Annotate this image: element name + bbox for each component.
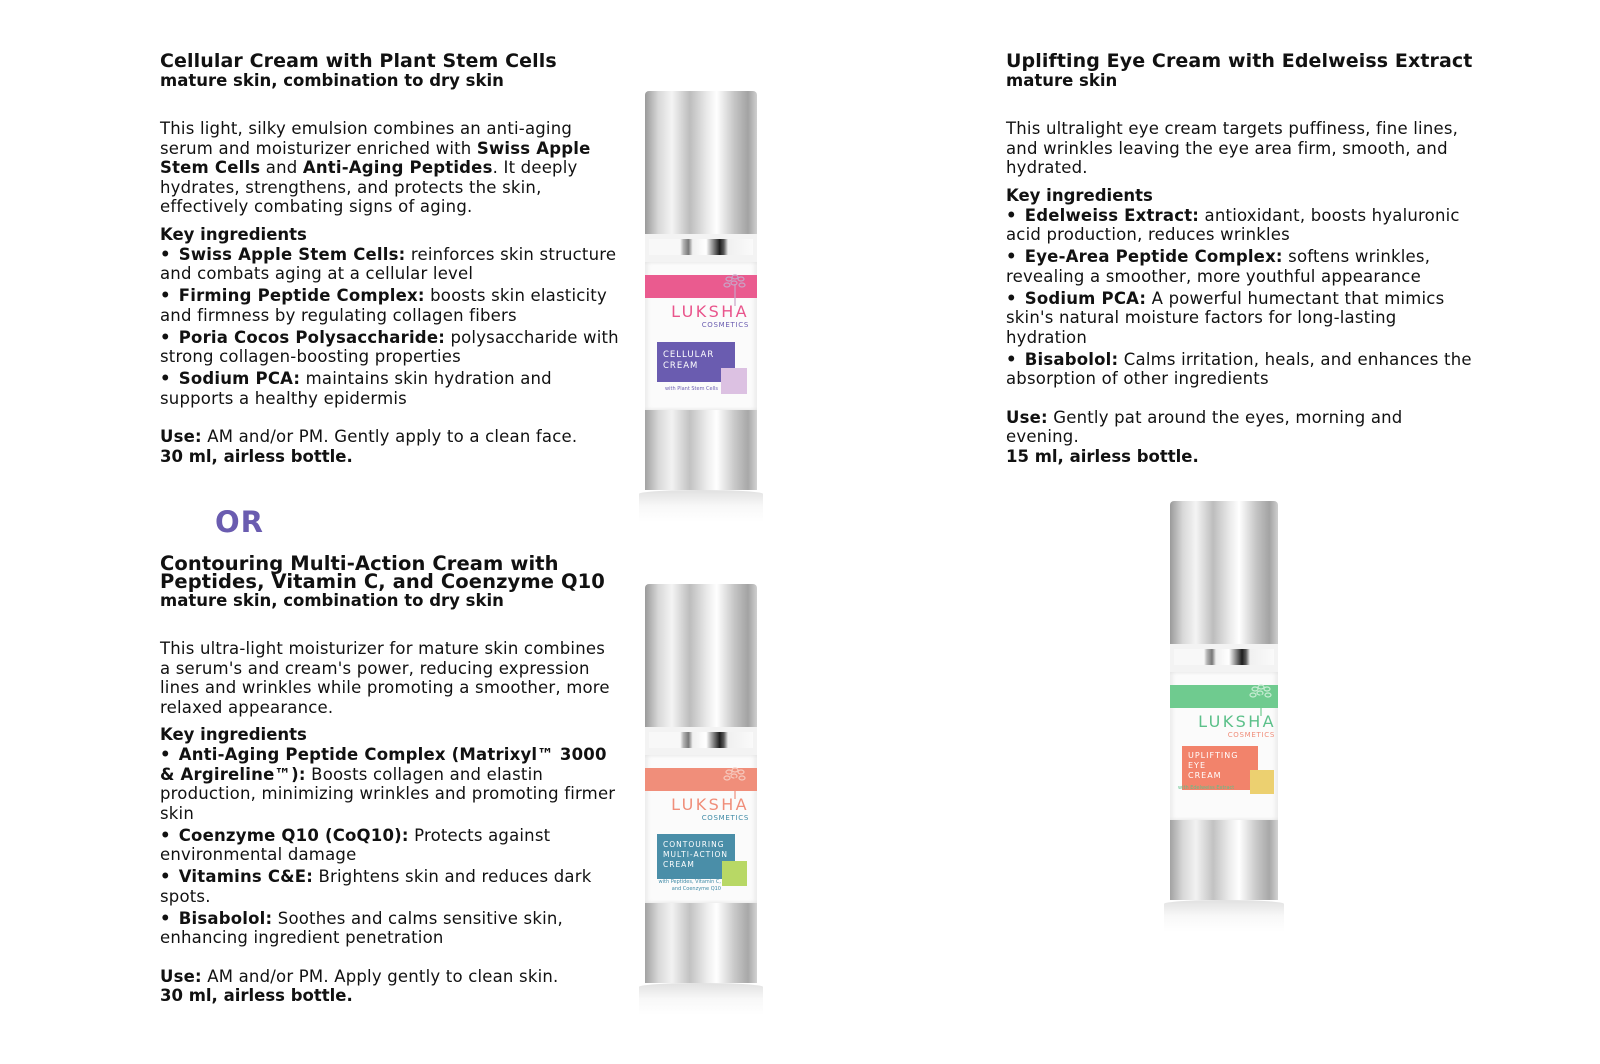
bottle-label [1170, 672, 1278, 820]
bottle-base [645, 410, 757, 490]
ingredient-item: • Sodium PCA: A powerful humectant that mimics skin's natural moisture factors for long-lasting hydration [1006, 288, 1445, 347]
ingredient-item: • Eye-Area Peptide Complex: softens wrinkles, revealing a smoother, more youthful appearance [1006, 247, 1431, 286]
product-description: This ultralight eye cream targets puffiness, fine lines, and wrinkles leaving the eye area firm, smooth, and hydrated. [1006, 119, 1459, 177]
or-separator: OR [215, 505, 264, 539]
bottle-reflection [639, 983, 763, 1015]
sub-brand: COSMETICS [701, 814, 749, 822]
usage-instructions: Use: AM and/or PM. Gently apply to a clean face. [160, 427, 578, 446]
label-with-text: with Edelweiss Extract [1178, 785, 1235, 791]
sub-brand: COSMETICS [701, 321, 749, 329]
bottle-label [645, 755, 757, 903]
bottle-collar [645, 727, 757, 755]
product-title: Contouring Multi-Action Cream with Peptides, Vitamin C, and Coenzyme Q10 [160, 552, 605, 593]
product-size: 30 ml, airless bottle. [160, 986, 353, 1005]
usage-instructions: Use: AM and/or PM. Apply gently to clean skin. [160, 966, 559, 986]
product-description: This ultra-light moisturizer for mature skin combines a serum's and cream's power, reducing expression lines and wrinkles while promoting a smoother, more relaxed appearance. [160, 639, 610, 717]
product-description: This light, silky emulsion combines an anti-aging serum and moisturizer enriched with Swiss Apple Stem Cells and Anti-Aging Peptides. It deeply hydrates, strengthens, and protects the skin, effectively combating signs of aging. [160, 119, 591, 216]
key-ingredients-heading: Key ingredients [160, 725, 307, 744]
ingredient-item: • Vitamins C&E: Brightens skin and reduces dark spots. [160, 867, 592, 906]
skin-type: mature skin [1006, 71, 1118, 90]
label-accent-square [1250, 770, 1274, 794]
ingredient-item: • Swiss Apple Stem Cells: reinforces skin structure and combats aging at a cellular level [160, 244, 617, 283]
ingredient-list [1006, 206, 1476, 389]
tree-logo-icon [722, 272, 748, 306]
bottle-cap [645, 91, 757, 234]
tree-logo-icon [1248, 682, 1274, 716]
ingredient-item: • Bisabolol: Calms irritation, heals, and enhances the absorption of other ingredients [1006, 349, 1472, 388]
tree-logo-icon [722, 765, 748, 799]
ingredient-item: • Edelweiss Extract: antioxidant, boosts hyaluronic acid production, reduces wrinkles [1006, 205, 1460, 244]
bottle-cap [645, 584, 757, 727]
ingredient-list [160, 745, 620, 948]
product-contouring-cream [160, 552, 620, 1006]
label-product-name: UPLIFTING EYE CREAM [1182, 746, 1258, 790]
brand-name: LUKSHA [671, 302, 749, 321]
skin-type: mature skin, combination to dry skin [160, 71, 504, 90]
ingredient-item: • Firming Peptide Complex: boosts skin elasticity and firmness by regulating collagen fibers [160, 286, 607, 325]
bottle-cap [1170, 501, 1278, 644]
product-title: Cellular Cream with Plant Stem Cells [160, 50, 557, 72]
key-ingredients-heading: Key ingredients [160, 224, 307, 244]
label-with-text: with Peptides, Vitamin C, and Coenzyme Q10 [658, 879, 721, 892]
label-product-name: CONTOURING MULTI-ACTION CREAM [657, 834, 735, 879]
label-accent-square [722, 861, 747, 886]
product-size: 15 ml, airless bottle. [1006, 446, 1199, 466]
brand-name: LUKSHA [671, 795, 749, 814]
label-with-text: with Plant Stem Cells [665, 386, 719, 392]
bottle-collar [1170, 644, 1278, 672]
product-cellular-cream [160, 52, 620, 466]
bottle-reflection [639, 490, 763, 522]
product-title: Uplifting Eye Cream with Edelweiss Extract [1006, 50, 1473, 72]
ingredient-list [160, 245, 620, 409]
bottle-base [1170, 820, 1278, 900]
ingredient-item: • Coenzyme Q10 (CoQ10): Protects against environmental damage [160, 825, 551, 864]
label-product-name: CELLULAR CREAM [657, 342, 735, 382]
bottle-base [645, 903, 757, 983]
ingredient-item: • Poria Cocos Polysaccharide: polysaccharide with strong collagen-boosting properties [160, 327, 619, 366]
usage-instructions: Use: Gently pat around the eyes, morning and evening. [1006, 407, 1403, 446]
key-ingredients-heading: Key ingredients [1006, 185, 1153, 205]
brand-name: LUKSHA [1198, 712, 1276, 731]
product-eye-cream [1006, 52, 1476, 466]
skin-type: mature skin, combination to dry skin [160, 591, 504, 610]
label-accent-square [721, 368, 747, 394]
ingredient-item: • Bisabolol: Soothes and calms sensitive skin, enhancing ingredient penetration [160, 908, 563, 947]
sub-brand: COSMETICS [1227, 731, 1275, 739]
ingredient-item: • Anti-Aging Peptide Complex (Matrixyl™ 3000 & Argireline™): Boosts collagen and elastin production, minimizing wrinkles and promoting firmer skin [160, 745, 616, 823]
product-size: 30 ml, airless bottle. [160, 446, 353, 466]
ingredient-item: • Sodium PCA: maintains skin hydration and supports a healthy epidermis [160, 369, 552, 408]
bottle-collar [645, 234, 757, 262]
bottle-reflection [1164, 900, 1284, 932]
bottle-label [645, 262, 757, 410]
